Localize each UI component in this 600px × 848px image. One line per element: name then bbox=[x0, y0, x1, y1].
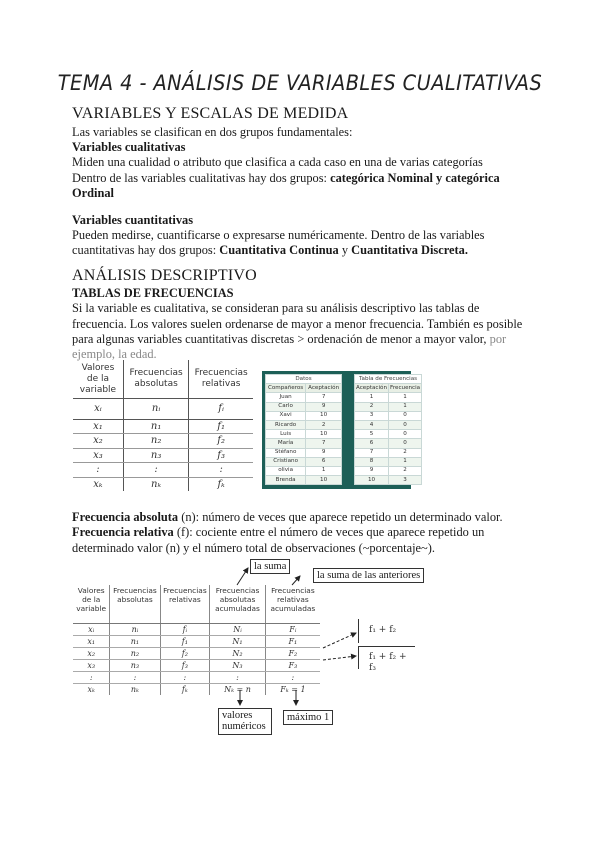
table-row bbox=[73, 434, 253, 448]
data-table-row bbox=[266, 393, 342, 402]
paragraph-line-4-gray: ejemplo, la edad. bbox=[72, 347, 157, 361]
cumulative-frequency-table bbox=[73, 585, 320, 695]
absolute-frequency-text: (n): número de veces que aparece repetido un determinado valor. bbox=[178, 510, 503, 524]
table-header: Valores de la variable bbox=[73, 585, 110, 624]
quantitative-groups-prefix: cuantitativas hay dos grupos: bbox=[72, 243, 220, 257]
table-cell: nᵢ bbox=[123, 399, 188, 420]
table-cell: xₖ bbox=[93, 478, 103, 490]
data-table-caption: Datos bbox=[266, 375, 342, 384]
freq-table-cell: 0 bbox=[389, 430, 422, 439]
table-row bbox=[73, 399, 253, 420]
freq-table-cell: 6 bbox=[355, 439, 389, 448]
freq-table-caption: Tabla de Frecuencias bbox=[355, 375, 422, 384]
data-table-header: Aceptación bbox=[306, 384, 342, 393]
note-formula-f1-f2 bbox=[358, 619, 415, 643]
section-heading-descriptive: ANÁLISIS DESCRIPTIVO bbox=[72, 267, 257, 284]
freq-table-cell: 0 bbox=[389, 420, 422, 429]
table-cell: x₂ bbox=[73, 434, 123, 448]
note-valores: valores bbox=[222, 710, 253, 721]
data-table-header: Compañeros bbox=[266, 384, 306, 393]
freq-table-cell: 7 bbox=[355, 448, 389, 457]
data-table-cell: 6 bbox=[306, 457, 342, 466]
table-cell: Fₖ = 1 bbox=[265, 684, 320, 696]
table-cell: : bbox=[110, 672, 160, 684]
table-cell: xₖ bbox=[87, 685, 95, 694]
freq-table-cell: 3 bbox=[355, 411, 389, 420]
table-cell: : bbox=[265, 672, 320, 684]
intro-text: Las variables se clasifican en dos grupos fundamentales: bbox=[72, 125, 353, 139]
paragraph-line-3-gray: por bbox=[489, 332, 507, 346]
data-table-cell: Carlo bbox=[266, 402, 306, 411]
table-cell: n₂ bbox=[123, 434, 188, 448]
table-row bbox=[73, 684, 320, 696]
table-cell: Nᵢ bbox=[210, 624, 266, 636]
quantitative-continua: Cuantitativa Continua bbox=[219, 243, 339, 257]
frequency-tables-heading: TABLAS DE FRECUENCIAS bbox=[72, 286, 234, 300]
data-table bbox=[265, 374, 342, 485]
table-cell: f₁ bbox=[189, 419, 253, 433]
qualitative-groups-names: categórica Nominal y categórica bbox=[330, 171, 500, 185]
relative-frequency-definition bbox=[72, 524, 562, 540]
table-cell: n₁ bbox=[110, 636, 160, 648]
table-cell: f₃ bbox=[189, 448, 253, 462]
qualitative-groups-prefix: Dentro de las variables cualitativas hay dos grupos: bbox=[72, 171, 331, 185]
quantitative-groups-text bbox=[72, 242, 552, 258]
table-row bbox=[73, 672, 320, 684]
freq-table-row bbox=[355, 393, 422, 402]
freq-table-row bbox=[355, 411, 422, 420]
table-cell: F₃ bbox=[265, 660, 320, 672]
table-cell: : bbox=[123, 463, 188, 477]
formula-f1-f2: f₁ + f₂ bbox=[369, 625, 397, 635]
note-la-suma-anteriores: la suma de las anteriores bbox=[313, 568, 424, 583]
freq-table-cell: 9 bbox=[355, 466, 389, 475]
data-table-cell: Brenda bbox=[266, 476, 306, 485]
quantitative-and: y bbox=[338, 243, 352, 257]
freq-table-header: Frecuencia bbox=[389, 384, 422, 393]
data-table-row bbox=[266, 411, 342, 420]
table-cell: x₃ bbox=[73, 660, 110, 672]
absolute-frequency-term: Frecuencia absoluta bbox=[72, 510, 179, 524]
arrow-f2 bbox=[323, 633, 356, 648]
data-table-cell: 10 bbox=[306, 411, 342, 420]
data-table-cell: 9 bbox=[306, 448, 342, 457]
frequency-table bbox=[73, 360, 253, 491]
freq-table-row bbox=[355, 439, 422, 448]
data-table-cell: 2 bbox=[306, 420, 342, 429]
quantitative-heading: Variables cuantitativas bbox=[72, 213, 194, 227]
table-cell: n₁ bbox=[123, 419, 188, 433]
paragraph-line-3-text: para algunas variables cuantitativas discretas > ordenación de menor a mayor valor, bbox=[72, 332, 490, 346]
table-row bbox=[73, 624, 320, 636]
paragraph-line-1: Si la variable es cualitativa, se consideran para su análisis descriptivo las tablas de bbox=[72, 301, 480, 315]
table-header: Frecuencias relativas bbox=[189, 360, 253, 399]
quantitative-discreta: Cuantitativa Discreta. bbox=[351, 243, 468, 257]
table-header: Valores de la variable bbox=[73, 360, 123, 399]
freq-table-row bbox=[355, 420, 422, 429]
data-table-cell: 7 bbox=[306, 393, 342, 402]
data-table-cell: Juan bbox=[266, 393, 306, 402]
freq-table-cell: 2 bbox=[389, 466, 422, 475]
table-cell: n₃ bbox=[110, 660, 160, 672]
qualitative-text: Miden una cualidad o atributo que clasifica a cada caso en una de varias categorías bbox=[72, 155, 483, 169]
freq-table-cell: 0 bbox=[389, 439, 422, 448]
freq-table-cell: 1 bbox=[389, 457, 422, 466]
relative-frequency-text: (f): cociente entre el número de veces que aparece repetido un bbox=[173, 525, 485, 539]
freq-table-cell: 1 bbox=[389, 393, 422, 402]
data-table-cell: 7 bbox=[306, 439, 342, 448]
table-cell: nₖ bbox=[123, 477, 188, 491]
data-table-cell: 1 bbox=[306, 466, 342, 475]
table-cell: f₃ bbox=[160, 660, 210, 672]
freq-table-row bbox=[355, 430, 422, 439]
table-cell: x₁ bbox=[73, 636, 110, 648]
table-header: Frecuencias absolutas bbox=[110, 585, 160, 624]
table-cell: : bbox=[73, 672, 110, 684]
table-cell: nᵢ bbox=[110, 624, 160, 636]
data-table-row bbox=[266, 420, 342, 429]
data-table-cell: 9 bbox=[306, 402, 342, 411]
data-table-cell: María bbox=[266, 439, 306, 448]
table-cell: N₁ bbox=[210, 636, 266, 648]
freq-table-cell: 5 bbox=[355, 430, 389, 439]
freq-table-row bbox=[355, 466, 422, 475]
table-cell: x₂ bbox=[73, 648, 110, 660]
table-cell: fᵢ bbox=[160, 624, 210, 636]
note-formula-f1-f2-f3 bbox=[358, 646, 415, 673]
data-table-row bbox=[266, 476, 342, 485]
table-cell: F₁ bbox=[265, 636, 320, 648]
document-title: TEMA 4 - ANÁLISIS DE VARIABLES CUALITATIVAS bbox=[57, 71, 543, 95]
arrow-la-suma-anteriores bbox=[292, 576, 300, 585]
absolute-frequency-definition bbox=[72, 509, 562, 525]
data-table-cell: Ricardo bbox=[266, 420, 306, 429]
data-table-row bbox=[266, 448, 342, 457]
table-row bbox=[73, 463, 253, 477]
formula-f1-f2-f3: f₁ + f₂ + f₃ bbox=[369, 652, 407, 673]
qualitative-heading: Variables cualitativas bbox=[72, 140, 186, 154]
table-row bbox=[73, 648, 320, 660]
table-cell: Fᵢ bbox=[265, 624, 320, 636]
note-numericos: numéricos bbox=[222, 721, 266, 732]
freq-table-cell: 0 bbox=[389, 411, 422, 420]
arrow-f3 bbox=[323, 656, 356, 660]
table-cell: f₁ bbox=[160, 636, 210, 648]
data-table-row bbox=[266, 430, 342, 439]
table-cell: f₂ bbox=[160, 648, 210, 660]
table-cell: F₂ bbox=[265, 648, 320, 660]
note-maximo: máximo 1 bbox=[283, 710, 333, 725]
table-cell: n₃ bbox=[123, 448, 188, 462]
table-cell: f₂ bbox=[189, 434, 253, 448]
table-row bbox=[73, 419, 253, 433]
section-heading-variables: VARIABLES Y ESCALAS DE MEDIDA bbox=[72, 105, 349, 122]
data-table-cell: olivia bbox=[266, 466, 306, 475]
data-table-row bbox=[266, 402, 342, 411]
table-row bbox=[73, 448, 253, 462]
data-table-row bbox=[266, 439, 342, 448]
relative-frequency-term: Frecuencia relativa bbox=[72, 525, 174, 539]
table-cell: N₂ bbox=[210, 648, 266, 660]
table-cell: fₖ bbox=[189, 477, 253, 491]
freq-table-cell: 1 bbox=[389, 402, 422, 411]
paragraph-line-3 bbox=[72, 331, 552, 347]
table-cell: x₁ bbox=[73, 419, 123, 433]
table-header: Frecuencias absolutas bbox=[123, 360, 188, 399]
freq-table-cell: 10 bbox=[355, 476, 389, 485]
freq-table-cell: 2 bbox=[389, 448, 422, 457]
table-cell: : bbox=[73, 463, 123, 477]
table-cell: N₃ bbox=[210, 660, 266, 672]
data-table-row bbox=[266, 457, 342, 466]
data-table-cell: Luis bbox=[266, 430, 306, 439]
data-table-row bbox=[266, 466, 342, 475]
freq-table-cell: 4 bbox=[355, 420, 389, 429]
data-table-cell: Xavi bbox=[266, 411, 306, 420]
freq-table-row bbox=[355, 448, 422, 457]
example-tables-image bbox=[262, 371, 421, 489]
table-cell: x₃ bbox=[73, 448, 123, 462]
table-cell: : bbox=[210, 672, 266, 684]
qualitative-ordinal: Ordinal bbox=[72, 186, 114, 200]
table-cell: fₖ bbox=[160, 684, 210, 696]
data-table-cell: 10 bbox=[306, 476, 342, 485]
table-row bbox=[73, 636, 320, 648]
table-cell: : bbox=[189, 463, 253, 477]
qualitative-groups-text bbox=[72, 170, 552, 186]
table-cell: xᵢ bbox=[73, 399, 123, 420]
note-valores-numericos bbox=[218, 708, 272, 735]
table-header: Frecuencias relativas bbox=[160, 585, 210, 624]
table-cell: Nₖ = n bbox=[210, 684, 266, 696]
arrow-la-suma bbox=[237, 568, 248, 585]
relative-frequency-definition-2: determinado valor (n) y el número total de observaciones (~porcentaje~). bbox=[72, 541, 435, 555]
table-header: Frecuencias relativas acumuladas bbox=[265, 585, 320, 624]
table-cell: n₂ bbox=[110, 648, 160, 660]
freq-table-cell: 8 bbox=[355, 457, 389, 466]
freq-table-row bbox=[355, 476, 422, 485]
freq-table-header: Aceptación bbox=[355, 384, 389, 393]
freq-table-row bbox=[355, 402, 422, 411]
freq-table-cell: 1 bbox=[355, 393, 389, 402]
freq-table-cell: 3 bbox=[389, 476, 422, 485]
freq-table-cell: 2 bbox=[355, 402, 389, 411]
table-cell: : bbox=[160, 672, 210, 684]
data-table-cell: Cristiano bbox=[266, 457, 306, 466]
table-cell: fᵢ bbox=[189, 399, 253, 420]
quantitative-text: Pueden medirse, cuantificarse o expresarse numéricamente. Dentro de las variables bbox=[72, 228, 485, 242]
table-header: Frecuencias absolutas acumuladas bbox=[210, 585, 266, 624]
freq-table-row bbox=[355, 457, 422, 466]
table-cell: nₖ bbox=[110, 684, 160, 696]
data-table-cell: 10 bbox=[306, 430, 342, 439]
note-la-suma: la suma bbox=[250, 559, 290, 574]
table-cell: xᵢ bbox=[73, 624, 110, 636]
frequency-count-table bbox=[354, 374, 422, 485]
data-table-cell: Stéfano bbox=[266, 448, 306, 457]
paragraph-line-2: frecuencia. Los valores suelen ordenarse de mayor a menor frecuencia. También es posible bbox=[72, 317, 523, 331]
table-row bbox=[73, 660, 320, 672]
table-row bbox=[73, 477, 253, 491]
